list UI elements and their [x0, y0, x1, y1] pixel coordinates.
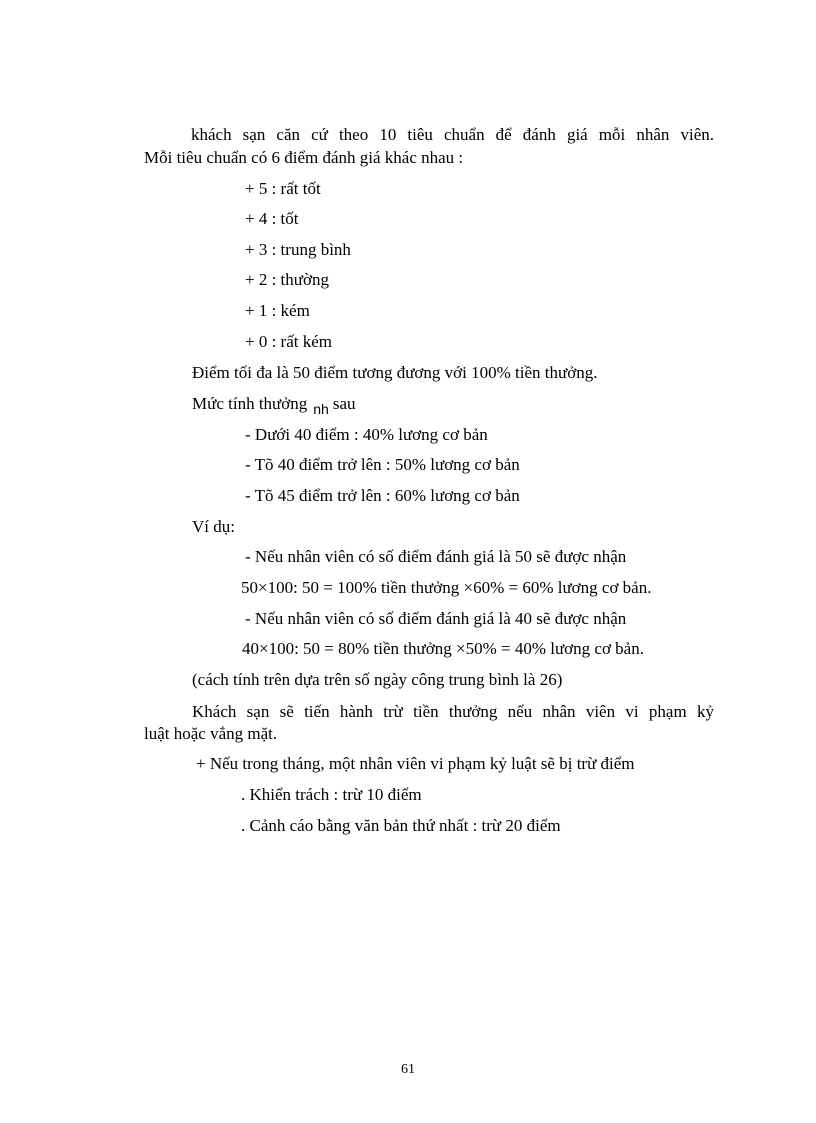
violation-line: + Nếu trong tháng, một nhân viên vi phạm kỷ luật sẽ bị trừ điểm [196, 754, 635, 773]
score-item: + 5 : rất tốt [245, 179, 321, 198]
bonus-rule: - Tõ 45 điểm trở lên : 60% lương cơ bản [245, 486, 520, 505]
bonus-rule: - Tõ 40 điểm trở lên : 50% lương cơ bản [245, 455, 520, 474]
bonus-level-line [192, 394, 356, 417]
max-score-line: Điểm tối đa là 50 điểm tương đương với 100% tiền thưởng. [192, 363, 598, 382]
penalty-item: . Cảnh cáo bằng văn bản thứ nhất : trừ 20 điểm [241, 816, 561, 835]
example-line: 50×100: 50 = 100% tiền thưởng ×60% = 60% lương cơ bản. [241, 578, 652, 597]
calc-note: (cách tính trên dựa trên số ngày công trung bình là 26) [192, 670, 563, 689]
example-heading: Ví dụ: [192, 517, 235, 536]
score-item: + 0 : rất kém [245, 332, 333, 351]
example-line: 40×100: 50 = 80% tiền thưởng ×50% = 40% lương cơ bản. [242, 639, 644, 658]
bonus-level-suffix: sau [332, 394, 356, 413]
paragraph-line: khách sạn căn cứ theo 10 tiêu chuẩn để đánh giá mỗi nhân viên. [191, 125, 714, 144]
deduction-line: luật hoặc vắng mặt. [144, 724, 278, 743]
example-line: - Nếu nhân viên có số điểm đánh giá là 40 sẽ được nhận [245, 609, 627, 628]
bonus-rule: - Dưới 40 điểm : 40% lương cơ bản [245, 425, 488, 444]
score-item: + 2 : thường [245, 270, 329, 289]
score-item: + 1 : kém [245, 301, 310, 320]
score-item: + 3 : trung bình [245, 240, 351, 259]
paragraph-line: Mỗi tiêu chuẩn có 6 điểm đánh giá khác nhau : [144, 148, 464, 167]
example-line: - Nếu nhân viên có số điểm đánh giá là 50 sẽ được nhận [245, 547, 627, 566]
penalty-item: . Khiển trách : trừ 10 điểm [241, 785, 422, 804]
page-number: 61 [401, 1062, 415, 1077]
bonus-level-fragment: nh [313, 401, 329, 417]
deduction-line: Khách sạn sẽ tiến hành trừ tiền thưởng nếu nhân viên vi phạm kỷ [192, 702, 714, 721]
bonus-level-prefix: Mức tính thưởng [192, 394, 308, 413]
score-item: + 4 : tốt [245, 209, 299, 228]
